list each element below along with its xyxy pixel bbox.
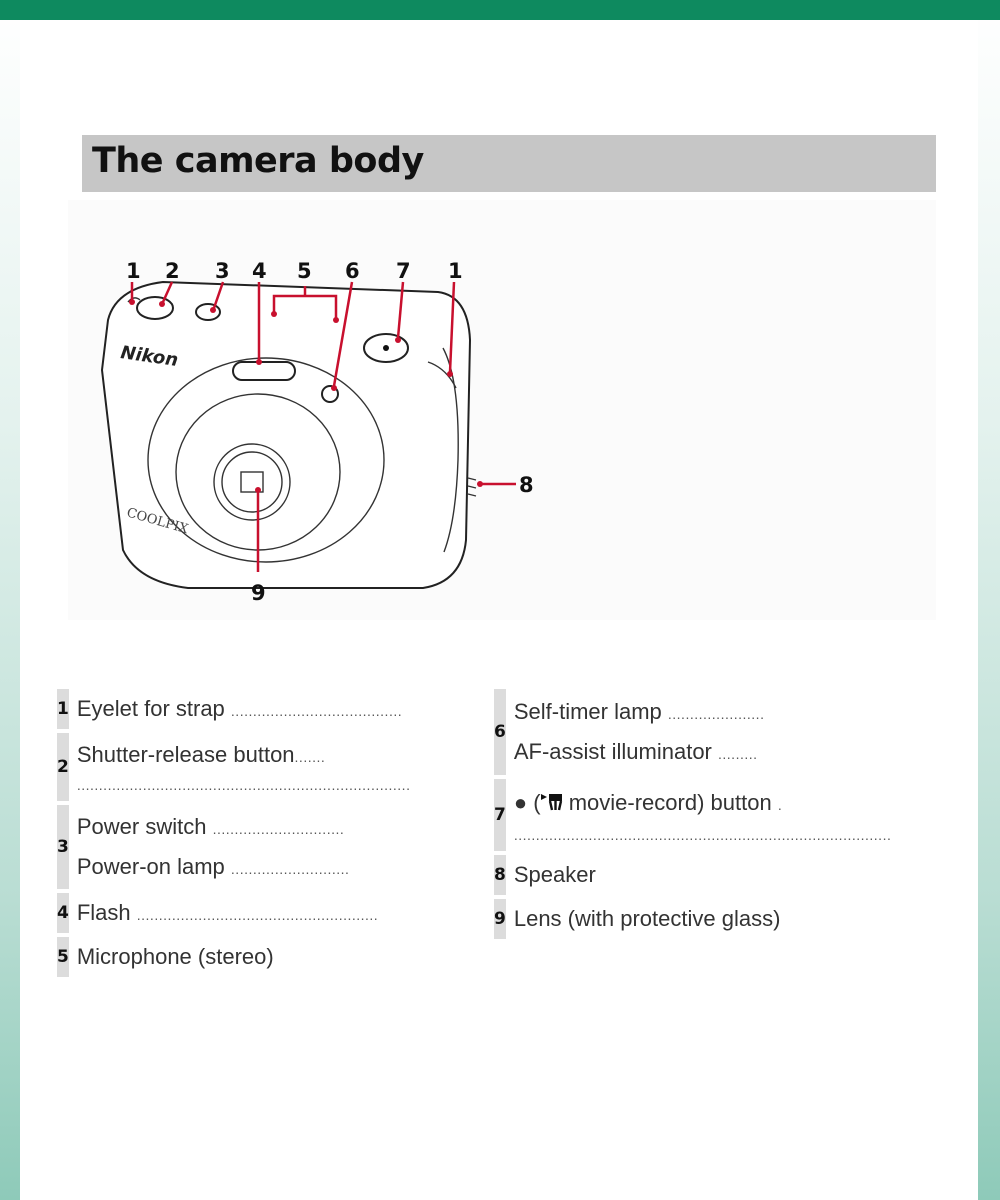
callout-7: 7 [396, 259, 411, 283]
part-label: Power-on lamp [76, 854, 225, 879]
part-number: 6 [494, 689, 506, 775]
leader-dots: . [777, 797, 783, 813]
callout-1b: 1 [448, 259, 463, 283]
part-number: 4 [57, 893, 69, 933]
callout-2: 2 [165, 259, 180, 283]
camera-body [102, 282, 470, 588]
model-logo: COOLPIX [124, 505, 190, 538]
leader-dots: ............................................................................ [76, 777, 411, 793]
record-dot-prefix: ● ( [513, 790, 541, 815]
top-accent-bar [0, 0, 1000, 20]
manual-page [20, 20, 978, 1200]
leader-dots: ........................... [230, 861, 350, 877]
callout-9: 9 [251, 581, 266, 605]
section-title-bar [82, 135, 936, 192]
part-label: movie-record) button [568, 790, 772, 815]
table-row [57, 937, 410, 977]
callout-1: 1 [126, 259, 141, 283]
part-number: 9 [494, 899, 506, 939]
part-number: 2 [57, 733, 69, 801]
power-switch-shape [196, 304, 220, 320]
table-row [57, 893, 410, 933]
part-number: 3 [57, 805, 69, 889]
part-label: Shutter-release button [76, 742, 295, 767]
section-title: The camera body [92, 141, 424, 181]
part-number: 5 [57, 937, 69, 977]
part-label: Self-timer lamp [513, 699, 662, 724]
callout-5: 5 [297, 259, 312, 283]
leader-dots: ....... [294, 749, 326, 765]
part-label: Flash [76, 900, 131, 925]
movie-button-dot [383, 345, 389, 351]
table-row [494, 689, 891, 775]
leader-dots: ...................................................................................... [513, 827, 892, 843]
shutter-button-shape [137, 297, 173, 319]
leader-dots: ......... [718, 746, 758, 762]
part-label: Microphone (stereo) [76, 944, 274, 969]
part-label: Lens (with protective glass) [513, 906, 781, 931]
callout-3: 3 [215, 259, 230, 283]
brand-logo: Nikon [119, 342, 180, 371]
part-number: 1 [57, 689, 69, 729]
table-row [494, 899, 891, 939]
callout-6: 6 [345, 259, 360, 283]
flash-shape [233, 362, 295, 380]
leader-dots: ...................... [667, 706, 765, 722]
leader-dots: ....................................... [230, 703, 403, 719]
part-number: 7 [494, 779, 506, 851]
parts-table-left [57, 685, 410, 981]
leader-dots: .............................. [212, 821, 345, 837]
table-row [57, 733, 410, 801]
speaker-grille [468, 478, 476, 496]
callout-8: 8 [519, 473, 534, 497]
table-row [57, 805, 410, 889]
camera-illustration [68, 200, 936, 620]
movie-camera-icon [541, 782, 563, 825]
camera-figure [68, 200, 936, 620]
parts-table-right [494, 685, 891, 943]
part-number: 8 [494, 855, 506, 895]
part-label: Speaker [513, 862, 596, 887]
part-label: Power switch [76, 814, 207, 839]
table-row [57, 689, 410, 729]
table-row [494, 855, 891, 895]
callout-4: 4 [252, 259, 267, 283]
part-label: Eyelet for strap [76, 696, 225, 721]
part-label: AF-assist illuminator [513, 739, 712, 764]
leader-dots: ....................................................... [136, 907, 379, 923]
table-row [494, 779, 891, 851]
